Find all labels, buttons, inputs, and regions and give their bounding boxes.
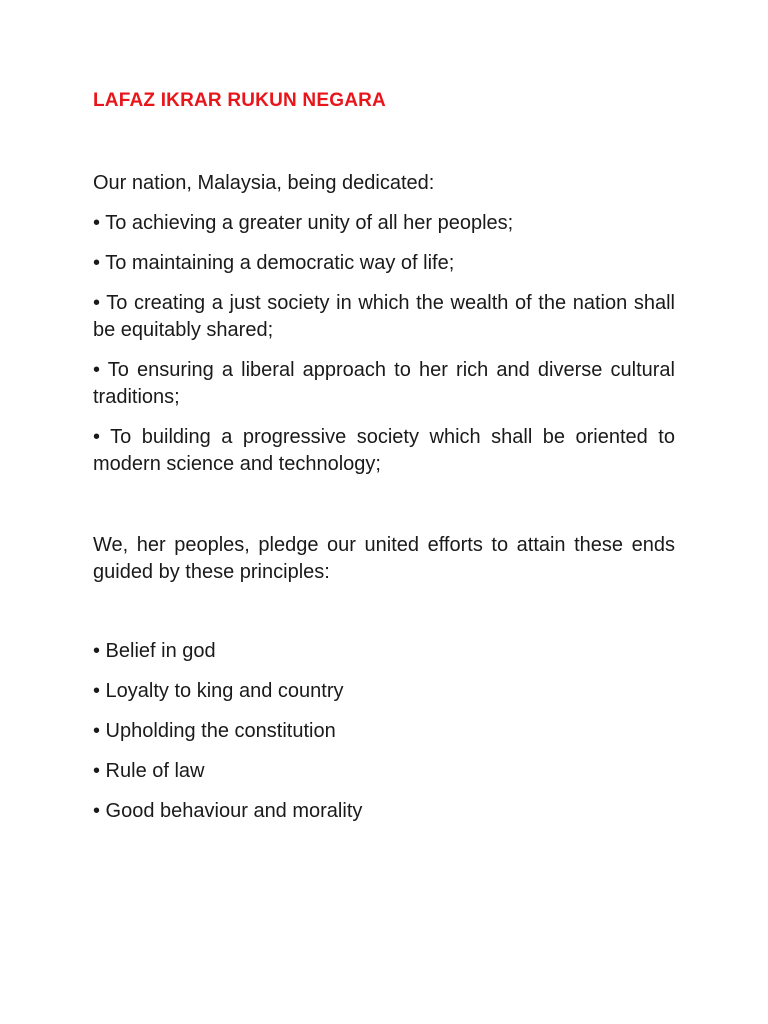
principles-list — [93, 638, 675, 825]
aim-item: • To achieving a greater unity of all her peoples; — [93, 212, 514, 234]
principle-item: • Belief in god — [93, 640, 216, 662]
aim-item: • To maintaining a democratic way of life; — [93, 252, 455, 274]
aim-item: • To ensuring a liberal approach to her rich and diverse cultural traditions; — [93, 359, 675, 408]
principle-item: • Loyalty to king and country — [93, 680, 344, 702]
principle-item: • Upholding the constitution — [93, 720, 336, 742]
intro-paragraph: Our nation, Malaysia, being dedicated: — [93, 172, 435, 194]
document-title: LAFAZ IKRAR RUKUN NEGARA — [93, 90, 386, 111]
aim-item: • To building a progressive society which shall be oriented to modern science and technology; — [93, 426, 675, 475]
aim-item: • To creating a just society in which the wealth of the nation shall be equitably shared; — [93, 292, 675, 341]
principle-item: • Good behaviour and morality — [93, 800, 363, 822]
principle-item: • Rule of law — [93, 760, 205, 782]
pledge-paragraph: We, her peoples, pledge our united efforts to attain these ends guided by these principles: — [93, 534, 675, 583]
aims-list — [93, 210, 675, 478]
document-body — [93, 170, 675, 825]
